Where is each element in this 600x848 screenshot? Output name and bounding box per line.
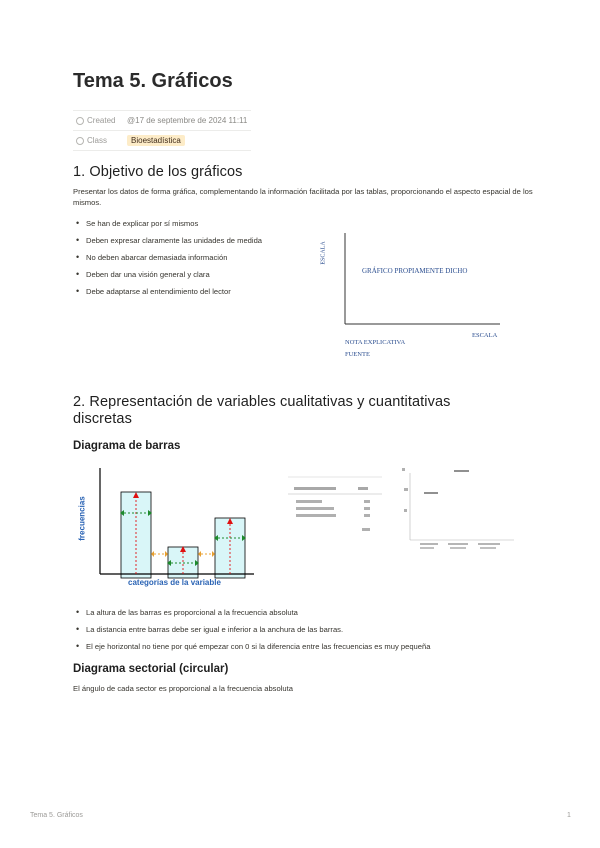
section-heading-representacion: 2. Representación de variables cualitativas y cuantitativas discretas <box>73 394 451 427</box>
property-key: Class <box>87 136 108 145</box>
list-item: • La distancia entre barras debe ser igual e inferior a la anchura de las barras. <box>73 624 543 641</box>
objetivo-list <box>73 218 333 303</box>
list-item: • Se han de explicar por sí mismos <box>73 218 333 235</box>
arrowhead <box>212 551 215 557</box>
sectorial-text: El ángulo de cada sector es proporcional a la frecuencia absoluta <box>73 684 293 693</box>
arrowhead <box>198 551 201 557</box>
property-key: Created <box>87 116 116 125</box>
class-tag[interactable]: Bioestadística <box>127 135 185 146</box>
list-item: • La altura de las barras es proporcional a la frecuencia absoluta <box>73 607 543 624</box>
footer-title: Tema 5. Gráficos <box>30 812 83 819</box>
figure-source: FUENTE <box>345 351 370 358</box>
bar-diagram-figure <box>78 462 268 592</box>
list-item: • Deben expresar claramente las unidades de medida <box>73 235 333 252</box>
page-title: Tema 5. Gráficos <box>73 70 233 92</box>
figure-y-label: ESCALA <box>320 241 327 265</box>
footer-page-number: 1 <box>567 812 571 819</box>
property-class[interactable] <box>73 131 251 151</box>
small-bar-chart-image <box>398 465 523 555</box>
list-icon <box>76 137 84 145</box>
barras-list <box>73 607 543 658</box>
property-created[interactable] <box>73 111 251 131</box>
section-heading-objetivo: 1. Objetivo de los gráficos <box>73 164 243 180</box>
figure-x-label: ESCALA <box>472 332 498 339</box>
arrowhead <box>151 551 154 557</box>
list-item: • Debe adaptarse al entendimiento del lector <box>73 286 333 303</box>
clock-icon <box>76 117 84 125</box>
arrowhead <box>165 551 168 557</box>
frequency-table-image <box>286 470 386 540</box>
list-item: • Deben dar una visión general y clara <box>73 269 333 286</box>
list-item: • No deben abarcar demasiada información <box>73 252 333 269</box>
subheading-diagrama-barras: Diagrama de barras <box>73 440 181 452</box>
figure-note: NOTA EXPLICATIVA <box>345 339 406 346</box>
figure-chart-label: GRÁFICO PROPIAMENTE DICHO <box>362 267 468 275</box>
list-item: • El eje horizontal no tiene por qué empezar con 0 si la diferencia entre las frecuencias es muy pequeña <box>73 641 543 658</box>
chart-structure-figure <box>320 228 520 363</box>
property-value-created: @17 de septembre de 2024 11:11 <box>127 116 248 125</box>
bar-diagram-ylabel: frecuencias <box>77 496 87 541</box>
section-intro: Presentar los datos de forma gráfica, complementando la información facilitada por las tablas, proporcionando el aspecto espacial de los mismos. <box>73 187 533 207</box>
bar-diagram-xlabel: categorías de la variable <box>128 578 221 587</box>
subheading-diagrama-sectorial: Diagrama sectorial (circular) <box>73 663 229 675</box>
properties-table <box>73 110 251 151</box>
